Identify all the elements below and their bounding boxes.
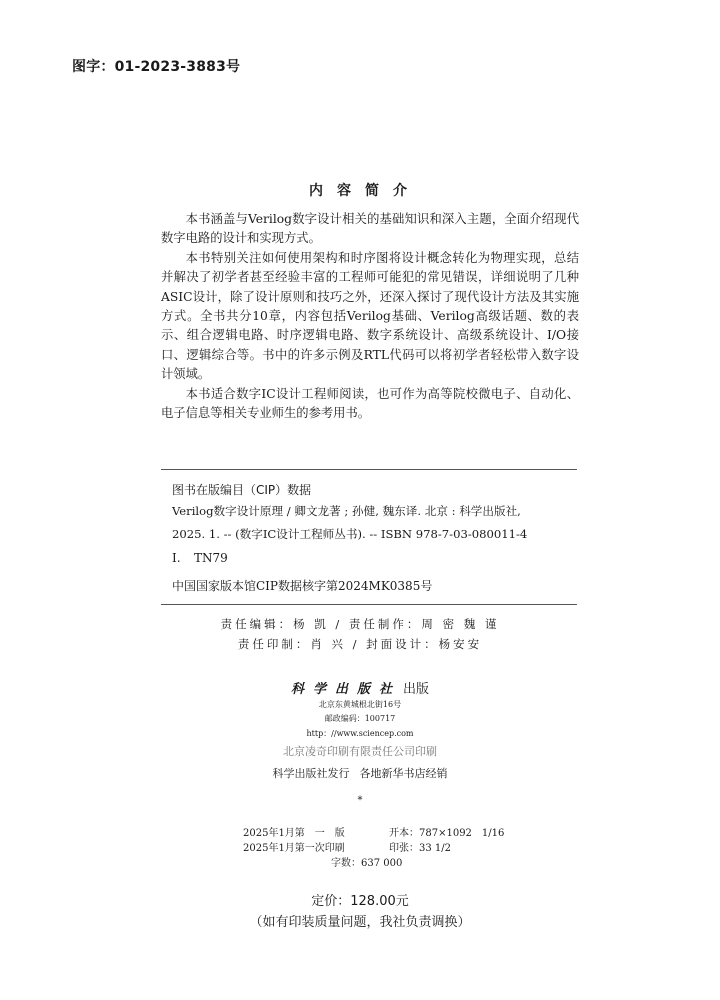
format-info: 开本：787×1092 1/16	[389, 828, 505, 839]
cip-class-number: Ⅰ.	[172, 551, 181, 565]
cip-national-number: 中国国家版本馆CIP数据核字第2024MK0385号	[172, 579, 433, 593]
cip-record-line-2: 2025. 1. -- (数字IC设计工程师丛书). -- ISBN 978-7-03-080011-4	[172, 527, 528, 541]
cip-title: 图书在版编目（CIP）数据	[172, 483, 312, 497]
distribution-line	[0, 765, 720, 781]
distributor-publisher: 科学出版社发行	[272, 767, 350, 780]
intro-heading: 内容简介	[309, 183, 421, 199]
section-separator: *	[357, 795, 363, 806]
edition-info: 2025年1月第 一 版	[243, 828, 345, 839]
publisher-suffix: 出版	[403, 682, 430, 697]
publisher-website: http：//www.sciencep.com	[306, 729, 414, 738]
cip-classification	[172, 551, 228, 565]
price: 定价：128.00元	[311, 894, 409, 909]
publisher-logo: 科学出版社	[290, 682, 401, 697]
intro-body	[161, 210, 579, 423]
printing-info: 2025年1月第一次印刷	[243, 843, 345, 854]
credits-editors: 责任编辑：杨 凯 / 责任制作：周 密 魏 谨	[220, 617, 500, 631]
sheets-info: 印张：33 1/2	[389, 843, 451, 854]
word-count: 字数：637 000	[331, 858, 403, 869]
printer-info: 北京凌奇印刷有限责任公司印刷	[283, 745, 437, 758]
cip-bottom-divider	[161, 604, 577, 605]
publisher-postcode: 邮政编码：100717	[324, 714, 396, 723]
publisher-line	[0, 678, 720, 697]
cip-top-divider	[161, 469, 577, 470]
cip-class-code: TN79	[194, 551, 228, 565]
contract-number: 图字：01-2023-3883号	[72, 59, 241, 75]
credits-production: 责任印制：肖 兴 / 封面设计：杨安安	[237, 637, 483, 651]
quality-notice: （如有印装质量问题，我社负责调换）	[249, 915, 471, 930]
intro-paragraph: 本书涵盖与Verilog数字设计相关的基础知识和深入主题，全面介绍现代数字电路的设计和实现方式。	[161, 212, 579, 246]
intro-paragraph: 本书特别关注如何使用架构和时序图将设计概念转化为物理实现，总结并解决了初学者甚至经验丰富的工程师可能犯的常见错误，详细说明了几种ASIC设计，除了设计原则和技巧之外，还深入探讨了现代设计方法及其实施方式。全书共分10章，内容包括Verilog基础、Verilog高级话题、数的表示、组合逻辑电路、时序逻辑电路、数字系统设计、高级系统设计、I/O接口、逻辑综合等。书中的许多示例及RTL代码可以将初学者轻松带入数字设计领域。	[161, 250, 579, 382]
cip-record-line-1: Verilog数字设计原理 / 卿文龙著 ; 孙健, 魏东译. 北京 : 科学出版社,	[172, 504, 521, 518]
distributor-bookstores: 各地新华书店经销	[359, 767, 448, 780]
intro-paragraph: 本书适合数字IC设计工程师阅读，也可作为高等院校微电子、自动化、电子信息等相关专业师生的参考用书。	[161, 386, 579, 421]
publisher-address: 北京东黄城根北街16号	[318, 700, 402, 709]
